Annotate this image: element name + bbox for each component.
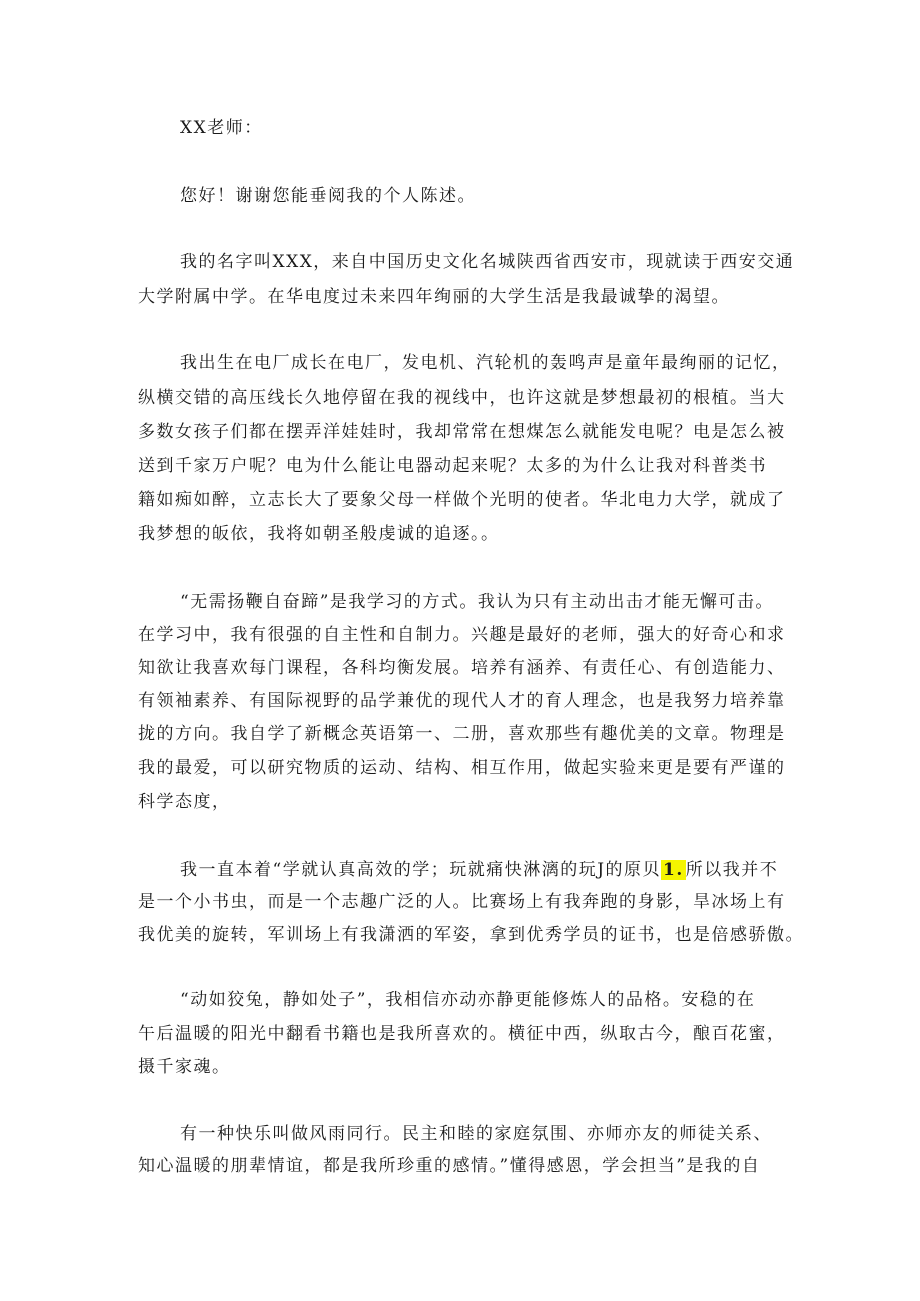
highlighted-text: 1. (663, 860, 684, 880)
paragraph-5-line: 摄千家魂。 (138, 1057, 231, 1077)
paragraph-1-line: 我的名字叫XXX，来自中国历史文化名城陕西省西安市，现就读于西安交通 (180, 252, 795, 272)
paragraph-6-line: 有一种快乐叫做风雨同行。民主和睦的家庭氛围、亦师亦友的师徒关系、 (180, 1124, 772, 1144)
paragraph-1-line: 大学附属中学。在华电度过未来四年绚丽的大学生活是我最诚挚的渴望。 (138, 287, 730, 307)
paragraph-5-line: 午后温暖的阳光中翻看书籍也是我所喜欢的。横征中西，纵取古今，酿百花蜜， (138, 1024, 786, 1044)
salutation: XX老师： (180, 118, 263, 138)
paragraph-3-line: 有领袖素养、有国际视野的品学兼优的现代人才的育人理念，也是我努力培养靠 (138, 691, 786, 711)
paragraph-4-text: 我一直本着“学就认真高效的学；玩就痛快淋漓的玩J的原贝 (180, 860, 662, 880)
paragraph-4-line: 我优美的旋转，军训场上有我潇洒的军姿，拿到优秀学员的证书，也是倍感骄傲。 (138, 925, 804, 945)
paragraph-3-line: 科学态度， (138, 792, 231, 812)
paragraph-3-line: “无需扬鞭自奋蹄”是我学习的方式。我认为只有主动出击才能无懈可击。 (180, 592, 774, 612)
paragraph-3-line: 在学习中，我有很强的自主性和自制力。兴趣是最好的老师，强大的好奇心和求 (138, 625, 786, 645)
paragraph-3-line: 我的最爱，可以研究物质的运动、结构、相互作用，做起实验来更是要有严谨的 (138, 758, 786, 778)
paragraph-6-line: 知心温暖的朋辈情谊，都是我所珍重的感情。”懂得感恩，学会担当”是我的自 (138, 1156, 761, 1176)
paragraph-5-line: “动如狡兔，静如处子”，我相信亦动亦静更能修炼人的品格。安稳的在 (180, 990, 756, 1010)
paragraph-3-line: 拢的方向。我自学了新概念英语第一、二册，喜欢那些有趣优美的文章。物理是 (138, 724, 786, 744)
greeting: 您好！谢谢您能垂阅我的个人陈述。 (180, 186, 476, 206)
paragraph-4-line (180, 858, 778, 882)
paragraph-2-line: 送到千家万户呢？电为什么能让电器动起来呢？太多的为什么让我对科普类书 (138, 456, 767, 476)
paragraph-2-line: 我出生在电厂成长在电厂，发电机、汽轮机的轰鸣声是童年最绚丽的记忆， (180, 353, 791, 373)
paragraph-4-line: 是一个小书虫，而是一个志趣广泛的人。比赛场上有我奔跑的身影，旱冰场上有 (138, 892, 786, 912)
paragraph-2-line: 纵横交错的高压线长久地停留在我的视线中，也许这就是梦想最初的根植。当大 (138, 388, 786, 408)
paragraph-2-line: 籍如痴如醉，立志长大了要象父母一样做个光明的使者。华北电力大学，就成了 (138, 490, 786, 510)
paragraph-2-line: 多数女孩子们都在摆弄洋娃娃时，我却常常在想煤怎么就能发电呢？电是怎么被 (138, 422, 786, 442)
paragraph-4-text: 所以我并不 (685, 860, 779, 880)
paragraph-2-line: 我梦想的皈依，我将如朝圣般虔诚的追逐。。 (138, 524, 500, 544)
paragraph-3-line: 知欲让我喜欢每门课程，各科均衡发展。培养有涵养、有责任心、有创造能力、 (138, 658, 786, 678)
